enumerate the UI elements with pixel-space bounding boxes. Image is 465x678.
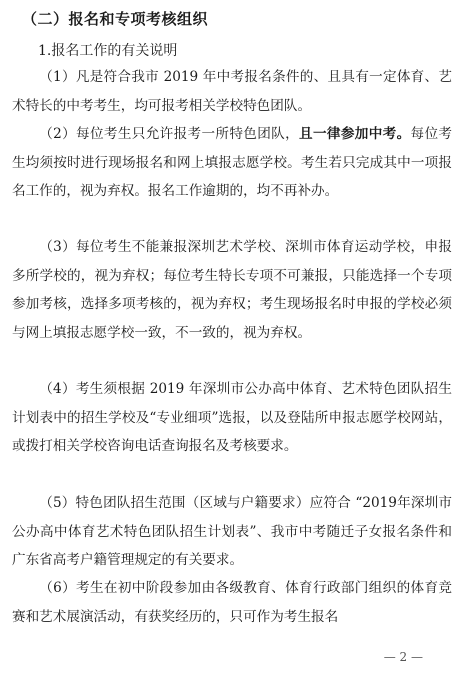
paragraph-1: （1）凡是符合我市 2019 年中考报名条件的、且具有一定体育、艺术特长的中考考生，均可报考相关学校特色团队。 — [12, 69, 452, 114]
paragraph-2-rest: 每位考生均须按时进行现场报名和网上填报志愿学校。考生若只完成其中一项报名工作的，视为弃权。报名工作逾期的，均不再补办。 — [12, 126, 453, 199]
paragraph-6: （6）考生在初中阶段参加由各级教育、体育行政部门组织的体育竞赛和艺术展演活动，有获奖经历的，只可作为考生报名 — [12, 580, 452, 625]
paragraph-2-start: （2）每位考生只允许报考一所特色团队， — [39, 126, 300, 142]
subsection-title: 1.报名工作的有关说明 — [38, 43, 178, 59]
page-number: — 2 — — [383, 650, 423, 664]
paragraph-2-bold: 且一律参加中考。 — [299, 126, 411, 142]
paragraph-5: （5）特色团队招生范围（区域与户籍要求）应符合 “2019年深圳市公办高中体育艺术特色团队招生计划表”、我市中考随迁子女报名条件和广东省高考户籍管理规定的有关要求。 — [12, 495, 452, 568]
paragraph-3: （3）每位考生不能兼报深圳艺术学校、深圳市体育运动学校，申报多所学校的，视为弃权；每位考生特长专项不可兼报，只能选择一个专项参加考核，选择多项考核的，视为弃权；考生现场报名时申报的学校必须与网上填报志愿学校一致，不一致的，视为弃权。 — [12, 239, 452, 341]
paragraph-4: （4）考生须根据 2019 年深圳市公办高中体育、艺术特色团队招生计划表中的招生学校及“专业细项”选报，以及登陆所申报志愿学校网站，或拨打相关学校咨询电话查询报名及考核要求。 — [12, 381, 452, 454]
section-heading: （二）报名和专项考核组织 — [22, 10, 209, 28]
paragraph-2 — [12, 120, 452, 206]
